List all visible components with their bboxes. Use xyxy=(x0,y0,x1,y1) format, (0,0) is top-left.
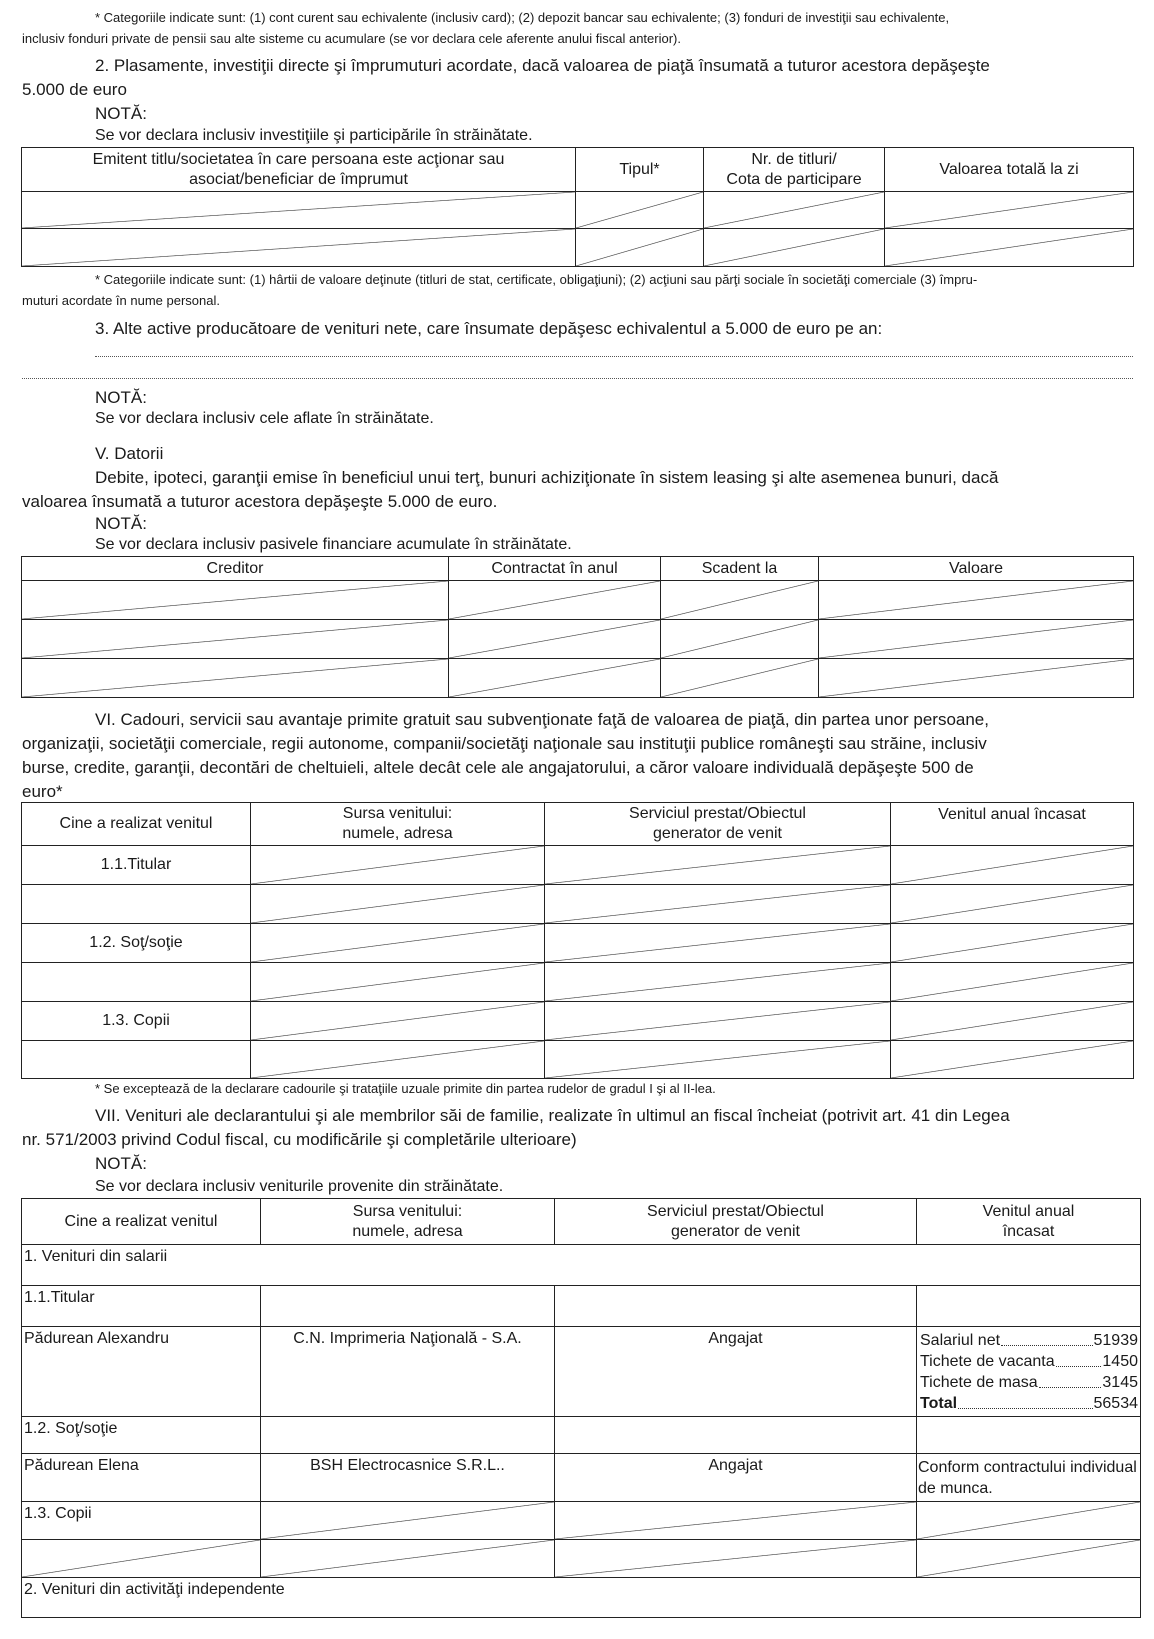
table-row xyxy=(22,1578,1141,1618)
table-header-row xyxy=(22,148,1134,192)
row-label-spouse: 1.2. Soţ/soţie xyxy=(22,924,251,963)
income-table xyxy=(21,1198,1141,1618)
table-row xyxy=(22,1002,1134,1041)
column-header-who: Cine a realizat venitul xyxy=(22,1199,261,1245)
section-v-title: V. Datorii xyxy=(95,444,164,463)
income-service: Angajat xyxy=(555,1454,917,1502)
income-line-total: Total 56534 xyxy=(920,1395,1138,1412)
table-row xyxy=(22,1454,1141,1502)
person-name: Pădurean Alexandru xyxy=(22,1327,261,1417)
footnote-categories-2-cont: muturi acordate în nume personal. xyxy=(22,293,220,308)
table-row xyxy=(22,1417,1141,1454)
income-source: BSH Electrocasnice S.R.L.. xyxy=(261,1454,555,1502)
row-label-children: 1.3. Copii xyxy=(22,1502,261,1540)
row-label-spouse: 1.2. Soţ/soţie xyxy=(22,1417,261,1454)
footnote-categories-1: * Categoriile indicate sunt: (1) cont curent sau echivalente (inclusiv card); (2) depozit bancar sau echivalente; (3) fonduri de investiţii sau echivalente, xyxy=(95,10,950,25)
nota-text: Se vor declara inclusiv investiţiile şi participările în străinătate. xyxy=(95,127,533,144)
column-header-creditor: Creditor xyxy=(22,557,449,581)
column-header-income: Venitul anual încasat xyxy=(917,1199,1141,1245)
column-header-income: Venitul anual încasat xyxy=(891,803,1134,846)
column-header-type: Tipul* xyxy=(576,148,704,192)
table-header-row xyxy=(22,557,1134,581)
debts-table xyxy=(21,556,1134,698)
table-row xyxy=(22,581,1134,620)
table-header-row xyxy=(22,803,1134,846)
table-row xyxy=(22,192,1134,229)
column-header-source: Sursa venitului: numele, adresa xyxy=(261,1199,555,1245)
table-row xyxy=(22,885,1134,924)
column-header-service: Serviciul prestat/Obiectul generator de venit xyxy=(555,1199,917,1245)
table-row xyxy=(22,1041,1134,1079)
table-row xyxy=(22,229,1134,267)
income-category-salaries: 1. Venituri din salarii xyxy=(22,1245,1141,1286)
income-breakdown xyxy=(917,1327,1141,1417)
income-line-meal-vouchers: Tichete de masa 3145 xyxy=(920,1374,1138,1391)
column-header-value: Valoarea totală la zi xyxy=(885,148,1134,192)
column-header-service: Serviciul prestat/Obiectul generator de venit xyxy=(545,803,891,846)
income-service: Angajat xyxy=(555,1327,917,1417)
row-label-titular: 1.1.Titular xyxy=(22,1286,261,1327)
footnote-categories-1-cont: inclusiv fonduri private de pensii sau alte sisteme cu acumulare (se vor declara cele aferente anului fiscal anterior). xyxy=(22,31,681,46)
nota-text: Se vor declara inclusiv pasivele financiare acumulate în străinătate. xyxy=(95,536,572,553)
column-header-due: Scadent la xyxy=(661,557,819,581)
column-header-who: Cine a realizat venitul xyxy=(22,803,251,846)
table-row xyxy=(22,846,1134,885)
table-header-row xyxy=(22,1199,1141,1245)
nota-text: Se vor declara inclusiv veniturile provenite din străinătate. xyxy=(95,1178,504,1195)
section-vi-body-cont: organizaţii, societăţii comerciale, regii autonome, companii/societăţi naţionale sau instituţii publice româneşti sau străine, inclusiv xyxy=(22,734,987,753)
section-vii-body-cont: nr. 571/2003 privind Codul fiscal, cu modificările şi completările ulterioare) xyxy=(22,1130,577,1149)
section-vi-body-cont: euro* xyxy=(22,782,63,801)
table-row xyxy=(22,1286,1141,1327)
table-row xyxy=(22,963,1134,1002)
section-vi-body-cont: burse, credite, garanţii, decontări de cheltuieli, altele decât cele ale angajatorului, a căror valoare individuală depăşeşte 500 de xyxy=(22,758,974,777)
nota-label: NOTĂ: xyxy=(95,514,147,533)
table-row xyxy=(22,1245,1141,1286)
nota-text: Se vor declara inclusiv cele aflate în străinătate. xyxy=(95,410,434,427)
footnote-categories-2: * Categoriile indicate sunt: (1) hârtii de valoare deţinute (titluri de stat, certificate, obligaţiuni); (2) acţiuni sau părţi sociale în societăţi comerciale (3) împru- xyxy=(95,272,978,287)
person-name: Pădurean Elena xyxy=(22,1454,261,1502)
table-row xyxy=(22,1540,1141,1578)
row-label-children: 1.3. Copii xyxy=(22,1002,251,1041)
column-header-issuer: Emitent titlu/societatea în care persoana este acţionar sau asociat/beneficiar de împrumut xyxy=(22,148,576,192)
row-label-titular: 1.1.Titular xyxy=(22,846,251,885)
section-vi-body: VI. Cadouri, servicii sau avantaje primite gratuit sau subvenţionate faţă de valoarea de piaţă, din partea unor persoane, xyxy=(95,710,989,729)
table-row xyxy=(22,1502,1141,1540)
income-line-vacation-vouchers: Tichete de vacanta 1450 xyxy=(920,1353,1138,1370)
section-3-heading: 3. Alte active producătoare de venituri nete, care însumate depăşesc echivalentul a 5.000 de euro pe an: xyxy=(95,319,883,338)
nota-label: NOTĂ: xyxy=(95,1154,147,1173)
nota-label: NOTĂ: xyxy=(95,104,147,123)
nota-label: NOTĂ: xyxy=(95,388,147,407)
column-header-shares: Nr. de titluri/ Cota de participare xyxy=(704,148,885,192)
section-vii-body: VII. Venituri ale declarantului şi ale membrilor săi de familie, realizate în ultimul an fiscal încheiat (potrivit art. 41 din Legea xyxy=(95,1106,1010,1125)
section-v-body: Debite, ipoteci, garanţii emise în beneficiul unui terţ, bunuri achiziţionate în sistem leasing şi alte asemenea bunuri, dacă xyxy=(95,468,999,487)
income-note: Conform contractului individual de munca. xyxy=(917,1454,1141,1502)
section-2-heading: 2. Plasamente, investiţii directe şi împrumuturi acordate, dacă valoarea de piaţă însumată a tuturor acestora depăşeşte xyxy=(95,56,990,75)
investments-table xyxy=(21,147,1134,267)
column-header-contracted: Contractat în anul xyxy=(449,557,661,581)
section-2-heading-cont: 5.000 de euro xyxy=(22,80,127,99)
income-category-independent: 2. Venituri din activităţi independente xyxy=(22,1578,1141,1618)
footnote-gifts: * Se exceptează de la declarare cadourile şi trataţiile uzuale primite din partea rudelor de gradul I şi al II-lea. xyxy=(95,1081,716,1096)
table-row xyxy=(22,1327,1141,1417)
fill-in-line xyxy=(22,378,1133,379)
column-header-source: Sursa venitului: numele, adresa xyxy=(251,803,545,846)
gifts-table xyxy=(21,802,1134,1079)
table-row xyxy=(22,924,1134,963)
fill-in-line xyxy=(95,356,1133,357)
income-line-salary: Salariul net 51939 xyxy=(920,1332,1138,1349)
table-row xyxy=(22,659,1134,698)
column-header-amount: Valoare xyxy=(819,557,1134,581)
table-row xyxy=(22,620,1134,659)
income-source: C.N. Imprimeria Naţională - S.A. xyxy=(261,1327,555,1417)
section-v-body-cont: valoarea însumată a tuturor acestora depăşeşte 5.000 de euro. xyxy=(22,492,498,511)
